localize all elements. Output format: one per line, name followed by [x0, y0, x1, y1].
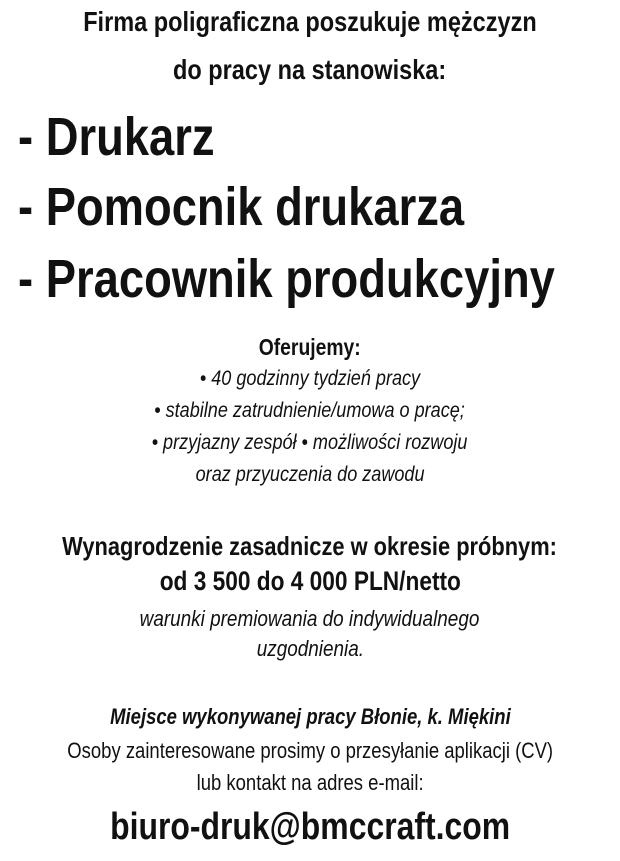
apply-line-text: lub kontakt na adres e-mail: [196, 770, 424, 795]
offer-heading [0, 336, 620, 359]
apply-line-text: Osoby zainteresowane prosimy o przesyłanie aplikacji (CV) [67, 738, 553, 763]
offer-heading-text: Oferujemy: [258, 334, 362, 360]
contact-email[interactable] [0, 808, 620, 846]
position-title: - Drukarz [18, 107, 215, 167]
offer-line-text: • przyjazny zespół • możliwości rozwoju [152, 431, 468, 454]
header-line-1-text: Firma poligraficzna poszukuje mężczyzn [83, 6, 537, 37]
position-title: - Pracownik produkcyjny [18, 249, 555, 309]
salary-heading [0, 533, 620, 559]
header-line-2 [0, 56, 620, 84]
salary-note-line [0, 638, 620, 660]
offer-line-text: • stabilne zatrudnienie/umowa o pracę; [154, 399, 466, 422]
work-location [0, 706, 620, 728]
offer-line-text: oraz przyuczenia do zawodu [195, 463, 425, 486]
salary-value-text: od 3 500 do 4 000 PLN/netto [159, 566, 461, 596]
offer-line [0, 464, 620, 485]
apply-line [0, 740, 620, 762]
offer-line-text: • 40 godzinny tydzień pracy [199, 367, 421, 390]
salary-note-line [0, 608, 620, 630]
work-location-text: Miejsce wykonywanej pracy Błonie, k. Miękini [109, 704, 511, 729]
salary-note-text: uzgodnienia. [256, 636, 364, 661]
contact-email-text[interactable]: biuro-druk@bmccraft.com [109, 806, 511, 848]
apply-line [0, 772, 620, 794]
header-line-1 [0, 8, 620, 36]
position-title: - Pomocnik drukarza [18, 177, 465, 237]
position-drukarz [18, 107, 618, 167]
position-pomocnik-drukarza [18, 177, 618, 237]
offer-line [0, 368, 620, 389]
header-line-2-text: do pracy na stanowiska: [173, 54, 447, 85]
offer-line [0, 432, 620, 453]
salary-note-text: warunki premiowania do indywidualnego [140, 606, 480, 631]
salary-value [0, 568, 620, 595]
offer-line [0, 400, 620, 421]
salary-heading-text: Wynagrodzenie zasadnicze w okresie próbnym: [62, 531, 558, 561]
position-pracownik-produkcyjny [18, 249, 618, 309]
